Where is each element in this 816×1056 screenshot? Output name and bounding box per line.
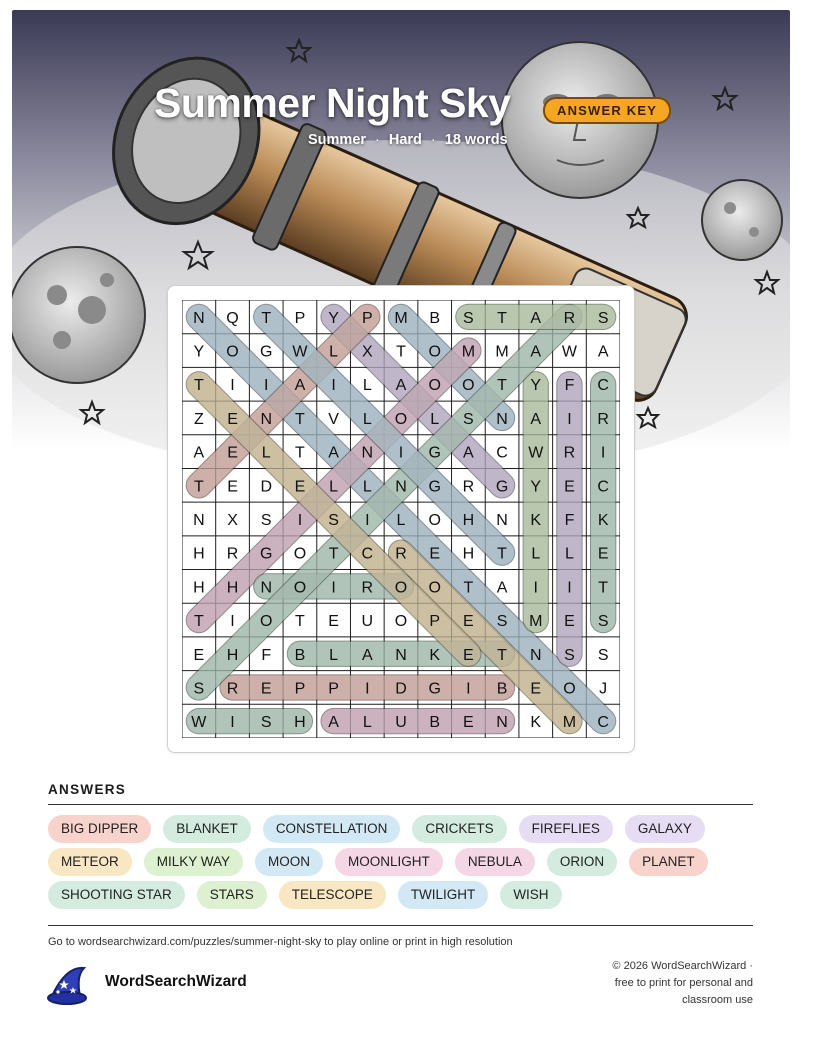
- grid-letter: N: [361, 444, 374, 462]
- grid-letter: N: [260, 410, 273, 428]
- grid-letter: I: [230, 714, 235, 732]
- grid-letter: E: [429, 545, 441, 563]
- grid-letter: C: [597, 714, 609, 732]
- grid-letter: N: [529, 646, 542, 664]
- grid-letter: W: [561, 343, 578, 361]
- grid-letter: G: [428, 444, 441, 462]
- grid-letter: P: [294, 309, 306, 327]
- grid-letter: I: [331, 377, 336, 395]
- grid-letter: L: [329, 478, 339, 496]
- grid-letter: I: [533, 579, 538, 597]
- grid-letter: E: [328, 613, 339, 631]
- answer-chip: TWILIGHT: [398, 881, 489, 909]
- grid-letter: C: [496, 444, 508, 462]
- grid-letter: L: [565, 545, 574, 563]
- grid-letter: O: [226, 343, 239, 361]
- answers-heading: ANSWERS: [48, 782, 127, 797]
- grid-letter: L: [362, 714, 372, 732]
- grid-letter: L: [261, 444, 271, 462]
- grid-letter: E: [193, 646, 205, 664]
- footer-link-text[interactable]: Go to wordsearchwizard.com/puzzles/summer-night-sky to play online or print in high resolution: [48, 936, 513, 948]
- copyright-line: free to print for personal and: [614, 977, 753, 989]
- grid-letter: O: [260, 613, 273, 631]
- grid-letter: A: [361, 646, 373, 664]
- grid-letter: S: [564, 646, 575, 664]
- grid-letter: E: [463, 613, 474, 631]
- grid-letter: M: [461, 343, 476, 361]
- copyright-text: [553, 958, 753, 1009]
- grid-letter: L: [430, 410, 440, 428]
- grid-letter: N: [496, 714, 508, 732]
- grid-letter: D: [260, 478, 273, 496]
- grid-letter: E: [294, 478, 306, 496]
- grid-letter: O: [462, 377, 475, 395]
- grid-letter: A: [193, 444, 205, 462]
- grid-letter: T: [497, 646, 507, 664]
- grid-letter: Y: [530, 478, 542, 496]
- grid-letter: T: [295, 613, 305, 631]
- answers-divider: [48, 804, 753, 805]
- grid-letter: O: [428, 377, 441, 395]
- grid-letter: R: [462, 478, 475, 496]
- grid-letter: A: [530, 410, 542, 428]
- grid-letter: R: [563, 309, 576, 327]
- grid-letter: L: [362, 377, 372, 395]
- grid-letter: F: [564, 377, 575, 395]
- grid-letter: R: [395, 545, 407, 563]
- grid-letter: M: [562, 714, 577, 732]
- grid-letter: A: [496, 579, 508, 597]
- grid-letter: H: [226, 579, 239, 597]
- grid-letter: O: [428, 579, 441, 597]
- grid-letter: T: [497, 545, 507, 563]
- grid-letter: T: [396, 343, 406, 361]
- grid-letter: Q: [226, 309, 239, 327]
- grid-letter: N: [193, 309, 205, 327]
- grid-letter: U: [395, 714, 407, 732]
- grid-letter: S: [463, 410, 474, 428]
- puzzle-meta: [308, 132, 508, 148]
- grid-letter: N: [193, 512, 205, 529]
- grid-letter: H: [226, 646, 239, 664]
- grid-letter: H: [294, 714, 306, 732]
- grid-letter: W: [528, 444, 544, 462]
- answer-chip: MOONLIGHT: [335, 848, 443, 876]
- grid-letter: R: [563, 444, 576, 462]
- grid-letter: Y: [530, 377, 542, 395]
- grid-letter: I: [466, 680, 471, 698]
- grid-letter: R: [226, 680, 239, 698]
- grid-letter: O: [394, 613, 408, 631]
- grid-letter: T: [295, 410, 305, 428]
- wizard-hat-icon: [46, 962, 92, 1006]
- grid-letter: M: [394, 309, 408, 327]
- grid-letter: N: [496, 410, 508, 428]
- grid-letter: L: [329, 343, 339, 361]
- grid-letter: I: [365, 680, 370, 698]
- grid-letter: E: [463, 714, 474, 732]
- grid-letter: O: [293, 545, 307, 563]
- grid-letter: O: [428, 512, 441, 529]
- grid-letter: O: [563, 680, 576, 698]
- footer-divider: [48, 925, 753, 926]
- grid-letter: K: [597, 512, 609, 529]
- answer-chip: SHOOTING STAR: [48, 881, 185, 909]
- grid-letter: H: [462, 512, 475, 529]
- grid-letter: D: [395, 680, 407, 698]
- grid-letter: M: [495, 343, 509, 361]
- grid-letter: E: [463, 646, 474, 664]
- grid-letter: O: [293, 579, 307, 597]
- grid-letter: I: [297, 512, 303, 529]
- grid-letter: M: [529, 613, 543, 631]
- answer-chip: CONSTELLATION: [263, 815, 401, 843]
- grid-letter: T: [193, 377, 204, 395]
- grid-letter: N: [496, 512, 508, 529]
- grid-letter: S: [463, 309, 474, 327]
- grid-letter: A: [463, 444, 474, 462]
- grid-letter: G: [260, 343, 273, 361]
- grid-letter: G: [428, 478, 441, 496]
- grid-letter: B: [294, 646, 306, 664]
- answer-chip: PLANET: [629, 848, 708, 876]
- answer-chip: BLANKET: [163, 815, 251, 843]
- grid-letter: G: [495, 478, 509, 496]
- copyright-line: © 2026 WordSearchWizard ·: [612, 960, 753, 972]
- grid-letter: N: [395, 478, 407, 496]
- grid-letter: O: [394, 410, 408, 428]
- grid-letter: L: [329, 646, 339, 664]
- grid-letter: R: [597, 410, 609, 428]
- page-title: Summer Night Sky: [154, 80, 511, 126]
- grid-letter: E: [260, 680, 272, 698]
- grid-letter: I: [331, 579, 336, 597]
- grid-letter: T: [598, 579, 609, 597]
- grid-letter: E: [530, 680, 542, 698]
- grid-letter: A: [530, 309, 542, 327]
- grid-letter: S: [597, 646, 609, 664]
- grid-letter: I: [567, 410, 572, 428]
- grid-letter: G: [428, 680, 441, 698]
- grid-letter: L: [396, 512, 406, 529]
- grid-letter: T: [497, 309, 507, 327]
- grid-letter: N: [395, 646, 407, 664]
- grid-letter: S: [597, 613, 609, 631]
- grid-letter: H: [193, 579, 205, 597]
- grid-letter: I: [398, 444, 404, 462]
- grid-letter: A: [395, 377, 407, 395]
- grid-letter: B: [429, 714, 441, 732]
- grid-letter: K: [530, 512, 542, 529]
- grid-canvas: [182, 300, 620, 738]
- grid-letter: C: [597, 377, 609, 395]
- grid-letter: I: [567, 579, 572, 597]
- grid-letter: V: [328, 410, 339, 428]
- grid-letter: B: [429, 309, 441, 327]
- grid-letter: T: [463, 579, 474, 597]
- copyright-line: classroom use: [682, 994, 753, 1006]
- grid-letter: P: [361, 309, 373, 327]
- grid-letter: G: [260, 545, 273, 563]
- grid-letter: O: [394, 579, 408, 597]
- grid-letter: Y: [193, 343, 205, 361]
- grid-letter: I: [230, 377, 235, 395]
- grid-letter: O: [428, 343, 441, 361]
- answer-chip: MILKY WAY: [144, 848, 243, 876]
- grid-letter: A: [530, 343, 542, 361]
- grid-letter: X: [361, 343, 373, 361]
- answers-list: [48, 815, 768, 909]
- grid-letter: S: [260, 512, 272, 529]
- grid-letter: L: [362, 478, 372, 496]
- answer-chip: WISH: [500, 881, 561, 909]
- grid-letter: E: [227, 478, 238, 496]
- grid-letter: W: [292, 343, 308, 361]
- meta-separator: ·: [430, 132, 436, 148]
- grid-letter: K: [530, 714, 542, 732]
- grid-letter: H: [462, 545, 475, 563]
- answer-chip: FIREFLIES: [519, 815, 613, 843]
- grid-letter: T: [193, 613, 204, 631]
- brand-name: WordSearchWizard: [105, 973, 247, 990]
- grid-letter: T: [193, 478, 204, 496]
- grid-letter: T: [497, 377, 507, 395]
- grid-letter: U: [361, 613, 374, 631]
- grid-letter: P: [328, 680, 339, 698]
- grid-letter: J: [599, 680, 608, 698]
- answer-chip: STARS: [197, 881, 267, 909]
- grid-letter: I: [600, 444, 606, 462]
- answer-chip: ORION: [547, 848, 617, 876]
- grid-letter: Y: [328, 309, 339, 327]
- grid-letter: S: [328, 512, 339, 529]
- grid-letter: S: [597, 309, 609, 327]
- grid-letter: E: [597, 545, 609, 563]
- theme-label: Summer: [308, 132, 367, 148]
- meta-separator: ·: [375, 132, 380, 148]
- answer-chip: BIG DIPPER: [48, 815, 151, 843]
- grid-letter: L: [362, 410, 372, 428]
- grid-letter: I: [230, 613, 235, 631]
- grid-letter: C: [597, 478, 609, 496]
- grid-letter: C: [361, 545, 374, 563]
- grid-letter: R: [361, 579, 374, 597]
- grid-letter: R: [226, 545, 239, 563]
- grid-letter: S: [193, 680, 205, 698]
- grid-letter: K: [429, 646, 441, 664]
- grid-letter: T: [328, 545, 339, 563]
- grid-letter: Z: [193, 410, 204, 428]
- answer-chip: GALAXY: [625, 815, 705, 843]
- grid-letter: A: [328, 714, 339, 732]
- grid-letter: I: [365, 512, 370, 529]
- grid-letter: E: [227, 444, 238, 462]
- grid-letter: E: [564, 613, 575, 631]
- grid-letter: F: [261, 646, 272, 664]
- grid-letter: P: [294, 680, 306, 698]
- grid-letter: E: [227, 410, 238, 428]
- grid-letter: S: [260, 714, 272, 732]
- grid-letter: P: [429, 613, 441, 631]
- grid-letter: E: [564, 478, 575, 496]
- answer-chip: NEBULA: [455, 848, 535, 876]
- grid-letter: W: [191, 714, 207, 732]
- answer-chip: CRICKETS: [412, 815, 506, 843]
- grid-letter: A: [294, 377, 306, 395]
- grid-letter: A: [328, 444, 339, 462]
- difficulty-label: Hard: [388, 132, 422, 148]
- grid-letter: B: [496, 680, 508, 698]
- answer-chip: TELESCOPE: [279, 881, 386, 909]
- answer-key-badge: ANSWER KEY: [543, 97, 671, 124]
- grid-letter: X: [227, 512, 238, 529]
- grid-letter: T: [261, 309, 272, 327]
- grid-letter: I: [264, 377, 269, 395]
- grid-letter: F: [564, 512, 575, 529]
- grid-letter: L: [531, 545, 541, 563]
- word-count-label: 18 words: [444, 132, 508, 148]
- answer-chip: MOON: [255, 848, 323, 876]
- grid-letter: A: [597, 343, 609, 361]
- grid-letter: T: [295, 444, 305, 462]
- grid-letter: H: [193, 545, 205, 563]
- word-search-grid: [167, 285, 635, 753]
- grid-letter: S: [496, 613, 508, 631]
- answer-chip: METEOR: [48, 848, 132, 876]
- grid-letter: N: [260, 579, 273, 597]
